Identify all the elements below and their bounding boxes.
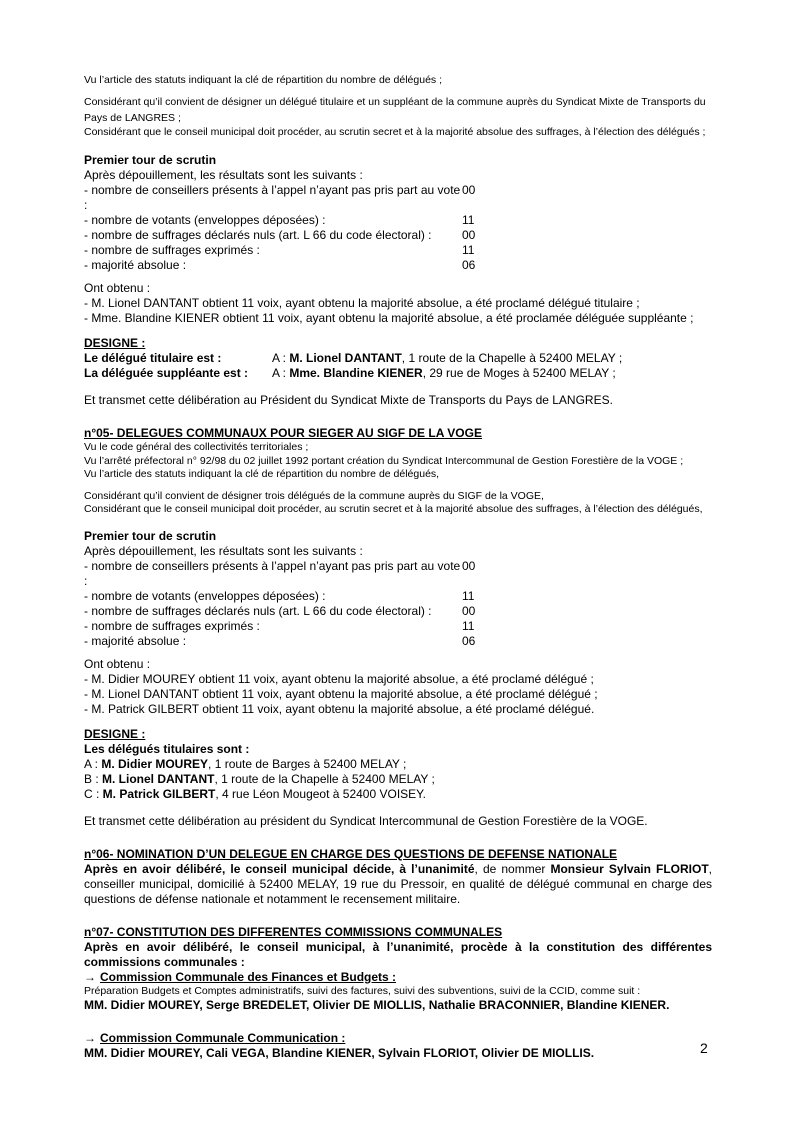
suppleant-prefix: A :: [272, 366, 290, 380]
s05-line-4: Considérant qu’il convient de désigner trois délégués de la commune auprès du SIGF de la VOGE,: [84, 489, 544, 502]
section06-title: n°06- NOMINATION D’UN DELEGUE EN CHARGE DES QUESTIONS DE DEFENSE NATIONALE: [84, 846, 618, 861]
result-row: [84, 604, 712, 619]
vote2-after: Après dépouillement, les résultats sont les suivants :: [84, 543, 363, 558]
result-row: [84, 213, 712, 228]
designe2-heading: DESIGNE :: [84, 726, 146, 741]
result-label: - nombre de conseillers présents à l’appel n’ayant pas pris part au vote :: [84, 183, 461, 212]
s05-line-2: Vu l’arrêté préfectoral n° 92/98 du 02 juillet 1992 portant création du Syndicat Intercommunal de Gestion Forestière de la VOGE ;: [84, 454, 684, 467]
arrow-right-icon: →: [84, 969, 96, 984]
intro-line-3: Considérant que le conseil municipal doit procéder, au scrutin secret et à la majorité absolue des suffrages, à l’élection des délégués ;: [84, 125, 706, 138]
vote1-results-table: [84, 183, 712, 273]
designe1-suppleant: [84, 366, 712, 381]
delegate-b: [84, 772, 712, 787]
result-value: 00: [462, 558, 476, 573]
vote2-result-3: - M. Patrick GILBERT obtient 11 voix, ayant obtenu la majorité absolue, a été proclamé délégué.: [84, 701, 595, 716]
intro-line-2: Considérant qu’il convient de désigner un délégué titulaire et un suppléant de la commune auprès du Syndicat Mixte de Transports du Pays de LANGRES ;: [84, 95, 706, 124]
delegate-a-name: M. Didier MOUREY: [101, 756, 209, 771]
s06-text-1: , de nommer: [474, 861, 551, 876]
suppleant-address: , 29 rue de Moges à 52400 MELAY ;: [422, 366, 616, 380]
designe2-subheading: Les délégués titulaires sont :: [84, 741, 250, 756]
commission-communication-title: [84, 1031, 712, 1046]
vote1-result-1: - M. Lionel DANTANT obtient 11 voix, ayant obtenu la majorité absolue, a été proclamé délégué titulaire ;: [84, 296, 640, 310]
s06-bold-2: Monsieur Sylvain FLORIOT: [550, 861, 709, 876]
result-label: - nombre de votants (enveloppes déposées) :: [84, 588, 326, 603]
vote1-obtained: Ont obtenu :: [84, 281, 151, 295]
titulaire-prefix: A :: [272, 351, 290, 365]
delegate-c-address: , 4 rue Léon Mougeot à 52400 VOISEY.: [215, 786, 426, 801]
vote2-heading: Premier tour de scrutin: [84, 528, 217, 543]
delegate-b-name: M. Lionel DANTANT: [102, 771, 215, 786]
result-row: [84, 183, 712, 213]
result-value: 11: [462, 618, 475, 633]
delegate-a: [84, 757, 712, 772]
result-row: [84, 258, 712, 273]
result-value: 11: [462, 243, 475, 257]
vote2-obtained: Ont obtenu :: [84, 656, 151, 671]
titulaire-name: M. Lionel DANTANT: [289, 351, 402, 365]
page-number: 2: [700, 1040, 708, 1056]
s05-line-1: Vu le code général des collectivités territoriales ;: [84, 441, 309, 453]
delegate-a-prefix: A :: [84, 756, 102, 771]
commission-finances-description: Préparation Budgets et Comptes administratifs, suivi des factures, suivi des subventions, suivi de la CCID, comme suit :: [84, 984, 641, 997]
delegate-c: [84, 787, 712, 802]
designe1-heading: DESIGNE :: [84, 336, 146, 350]
titulaire-address: , 1 route de la Chapelle à 52400 MELAY ;: [401, 351, 623, 365]
result-row: [84, 559, 712, 589]
result-label: - majorité absolue :: [84, 633, 187, 648]
result-row: [84, 243, 712, 258]
delegate-c-prefix: C :: [84, 786, 103, 801]
result-value: 00: [462, 183, 476, 197]
s06-text-2: , conseiller municipal, domicilié à 52400 MELAY, 19 rue du Pressoir, en qualité de délégué communal en charge des questions de défense nationale et notamment le recensement militaire.: [84, 861, 712, 906]
designe2-transmit: Et transmet cette délibération au président du Syndicat Intercommunal de Gestion Forestière de la VOGE.: [84, 813, 648, 828]
designe1-transmit: Et transmet cette délibération au Président du Syndicat Mixte de Transports du Pays de LANGRES.: [84, 393, 613, 407]
document-page: [84, 74, 712, 1061]
delegate-b-address: , 1 route de la Chapelle à 52400 MELAY ;: [214, 771, 435, 786]
commission-communication-label: Commission Communale Communication :: [100, 1031, 346, 1045]
intro-line-1: Vu l’article des statuts indiquant la clé de répartition du nombre de délégués ;: [84, 74, 442, 86]
vote2-result-1: - M. Didier MOUREY obtient 11 voix, ayant obtenu la majorité absolue, a été proclamé délégué ;: [84, 671, 594, 686]
arrow-right-icon: →: [84, 1031, 96, 1045]
result-label: - nombre de suffrages déclarés nuls (art. L 66 du code électoral) :: [84, 603, 432, 618]
result-value: 11: [462, 213, 475, 227]
result-row: [84, 634, 712, 649]
designe1-titulaire: [84, 351, 712, 366]
result-row: [84, 228, 712, 243]
vote1-result-2: - Mme. Blandine KIENER obtient 11 voix, ayant obtenu la majorité absolue, a été proclamée déléguée suppléante ;: [84, 311, 694, 325]
result-value: 06: [462, 633, 476, 648]
delegate-c-name: M. Patrick GILBERT: [102, 786, 216, 801]
section07-title: n°07- CONSTITUTION DES DIFFERENTES COMMISSIONS COMMUNALES: [84, 924, 503, 939]
result-row: [84, 619, 712, 634]
s05-line-3: Vu l’article des statuts indiquant la clé de répartition du nombre de délégués,: [84, 468, 440, 480]
result-value: 11: [462, 588, 475, 603]
titulaire-label: Le délégué titulaire est :: [84, 351, 222, 365]
result-value: 00: [462, 228, 476, 242]
result-row: [84, 589, 712, 604]
result-label: - majorité absolue :: [84, 258, 187, 272]
commission-finances-members: MM. Didier MOUREY, Serge BREDELET, Olivier DE MIOLLIS, Nathalie BRACONNIER, Blandine KIENER.: [84, 998, 670, 1012]
result-label: - nombre de suffrages déclarés nuls (art. L 66 du code électoral) :: [84, 228, 432, 242]
s06-body: [84, 862, 712, 907]
s06-bold-1: Après en avoir délibéré, le conseil municipal décide, à l’unanimité: [84, 861, 475, 876]
result-label: - nombre de votants (enveloppes déposées) :: [84, 213, 326, 227]
suppleant-label: La déléguée suppléante est :: [84, 366, 249, 380]
delegate-b-prefix: B :: [84, 771, 103, 786]
result-label: - nombre de suffrages exprimés :: [84, 243, 260, 257]
result-value: 06: [462, 258, 476, 272]
commission-communication-members: MM. Didier MOUREY, Cali VEGA, Blandine KIENER, Sylvain FLORIOT, Olivier DE MIOLLIS.: [84, 1046, 595, 1060]
commission-finances-label: Commission Communale des Finances et Budgets :: [100, 969, 397, 984]
result-label: - nombre de conseillers présents à l’appel n’ayant pas pris part au vote :: [84, 558, 461, 588]
result-value: 00: [462, 603, 476, 618]
section05-title: n°05- DELEGUES COMMUNAUX POUR SIEGER AU SIGF DE LA VOGE: [84, 426, 482, 440]
vote1-after: Après dépouillement, les résultats sont les suivants :: [84, 168, 363, 182]
s05-line-5: Considérant que le conseil municipal doit procéder, au scrutin secret et à la majorité absolue des suffrages, à l’élection des délégués,: [84, 503, 703, 515]
result-label: - nombre de suffrages exprimés :: [84, 618, 260, 633]
vote2-result-2: - M. Lionel DANTANT obtient 11 voix, ayant obtenu la majorité absolue, a été proclamé délégué ;: [84, 686, 598, 701]
commission-finances-title: [84, 970, 712, 985]
delegate-a-address: , 1 route de Barges à 52400 MELAY ;: [208, 756, 407, 771]
s07-intro: Après en avoir délibéré, le conseil municipal, à l’unanimité, procède à la constitution des différentes commissions communales :: [84, 939, 712, 969]
vote2-results-table: [84, 559, 712, 649]
vote1-heading: Premier tour de scrutin: [84, 153, 217, 167]
suppleant-name: Mme. Blandine KIENER: [289, 366, 423, 380]
